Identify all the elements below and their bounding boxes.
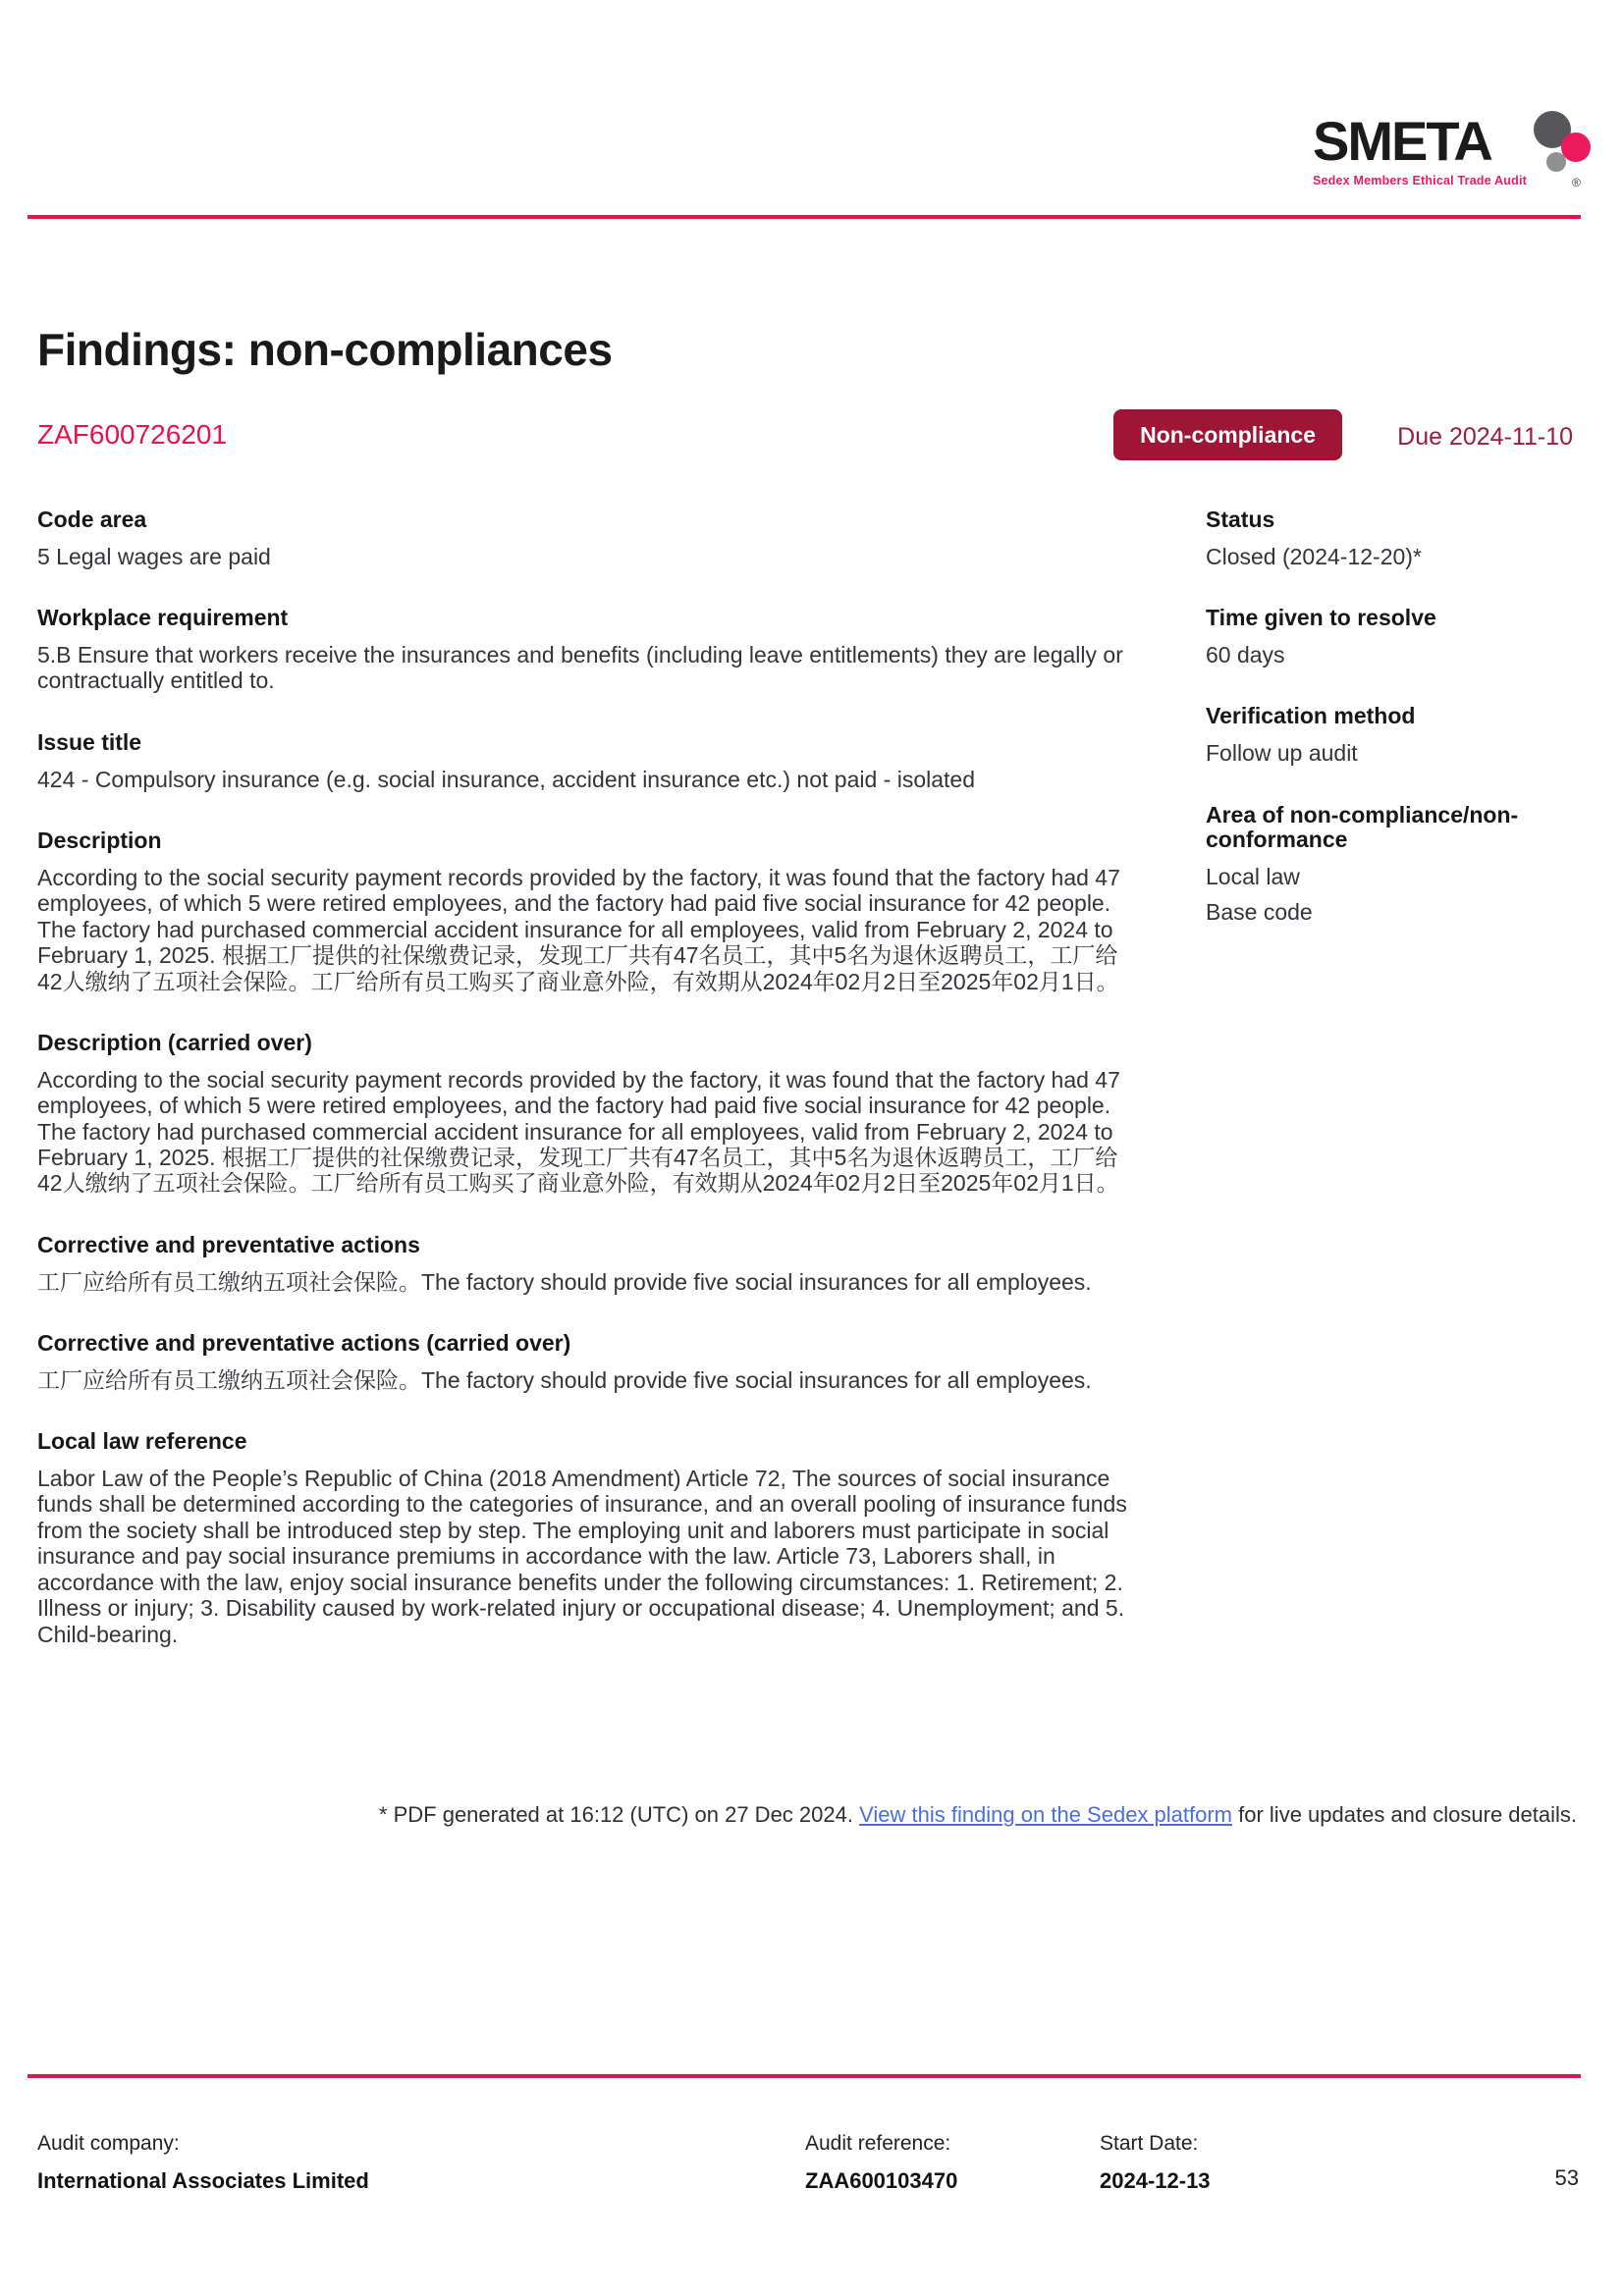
footer-value: ZAA600103470 (805, 2168, 958, 2193)
section-label: Description (37, 828, 162, 853)
section-label: Code area (37, 507, 147, 532)
section-label: Time given to resolve (1206, 605, 1436, 631)
verification-method-value: Follow up audit (1206, 740, 1358, 767)
section-label: Status (1206, 507, 1275, 532)
footer-label: Audit company: (37, 2132, 180, 2155)
section-code-area (37, 507, 1137, 569)
status-value: Closed (2024-12-20)* (1206, 543, 1422, 569)
section-label: Workplace requirement (37, 605, 289, 631)
section-issue-title (37, 730, 1137, 792)
finding-meta-column (1206, 507, 1585, 961)
footer-label: Start Date: (1100, 2132, 1199, 2155)
section-value: According to the social security payment records provided by the factory, it was found that the factory had 47 employees, of which 5 were retired employees, and the factory had paid five social insurance for 42 people. The factory had purchased commercial accident insurance for all employees, valid from February 2, 2024 to February 1, 2025. 根据工厂提供的社保缴费记录，发现工厂共有47名员工，其中5名为退休返聘员工，工厂给42人缴纳了五项社会保险。工厂给所有员工购买了商业意外险，有效期从2024年02月2日至2025年02月1日。 (37, 864, 1120, 994)
footer-value: International Associates Limited (37, 2168, 369, 2193)
time-to-resolve-value: 60 days (1206, 641, 1285, 667)
section-value: 工厂应给所有员工缴纳五项社会保险。The factory should provide five social insurances for all employees. (37, 1366, 1092, 1393)
section-verification-method (1206, 704, 1585, 766)
smeta-logo (1313, 106, 1596, 196)
smeta-circles-icon (1529, 106, 1596, 196)
footer-audit-company (37, 2132, 369, 2194)
section-value: 5.B Ensure that workers receive the insurances and benefits (including leave entitlements) they are legally or contractually entitled to. (37, 641, 1123, 694)
page-number: 53 (1554, 2165, 1579, 2190)
page-title: Findings: non-compliances (37, 323, 613, 375)
section-label: Corrective and preventative actions (37, 1231, 420, 1257)
pdf-generated-note (37, 1802, 1577, 1828)
section-area-of-non-compliance (1206, 803, 1585, 925)
due-date: Due 2024-11-10 (1397, 423, 1573, 451)
sedex-platform-link[interactable]: View this finding on the Sedex platform (859, 1802, 1233, 1827)
footer-audit-reference (805, 2132, 957, 2194)
top-divider (27, 215, 1581, 219)
section-status (1206, 507, 1585, 569)
section-value: 424 - Compulsory insurance (e.g. social insurance, accident insurance etc.) not paid - isolated (37, 766, 975, 792)
footer-divider (27, 2074, 1581, 2078)
non-compliance-badge: Non-compliance (1113, 409, 1342, 460)
section-label: Corrective and preventative actions (carried over) (37, 1330, 571, 1357)
smeta-wordmark: SMETA (1312, 110, 1491, 172)
section-label: Verification method (1206, 703, 1416, 729)
footer-start-date (1100, 2132, 1211, 2194)
section-label: Description (carried over) (37, 1029, 312, 1055)
section-value: 工厂应给所有员工缴纳五项社会保险。The factory should provide five social insurances for all employees. (37, 1268, 1092, 1295)
footer-label: Audit reference: (805, 2132, 951, 2155)
section-corrective-actions-carried-over (37, 1331, 1137, 1393)
registered-mark: ® (1572, 176, 1581, 189)
section-corrective-actions (37, 1233, 1137, 1295)
section-label: Issue title (37, 728, 142, 755)
section-local-law-reference (37, 1429, 1137, 1647)
area-value: Local law (1206, 864, 1300, 890)
finding-details-column (37, 507, 1137, 1683)
smeta-tagline: Sedex Members Ethical Trade Audit (1312, 174, 1527, 187)
section-label: Area of non-compliance/non-conformance (1206, 801, 1519, 853)
note-prefix: * PDF generated at 16:12 (UTC) on 27 Dec 2024. (378, 1802, 860, 1827)
finding-id: ZAF600726201 (37, 419, 228, 450)
section-value: According to the social security payment records provided by the factory, it was found that the factory had 47 employees, of which 5 were retired employees, and the factory had paid five social insurance for 42 people. The factory had purchased commercial accident insurance for all employees, valid from February 2, 2024 to February 1, 2025. 根据工厂提供的社保缴费记录，发现工厂共有47名员工，其中5名为退休返聘员工，工厂给42人缴纳了五项社会保险。工厂给所有员工购买了商业意外险，有效期从2024年02月2日至2025年02月1日。 (37, 1066, 1120, 1197)
note-suffix: for live updates and closure details. (1232, 1802, 1577, 1827)
area-value: Base code (1206, 898, 1313, 925)
section-workplace-requirement (37, 606, 1137, 694)
section-label: Local law reference (37, 1428, 247, 1455)
section-description (37, 828, 1137, 994)
section-value: Labor Law of the People’s Republic of China (2018 Amendment) Article 72, The sources of social insurance funds shall be determined according to the categories of insurance, and an overall pooling of insurance funds from the society shall be introduced step by step. The employing unit and laborers must participate in social insurance and pay social insurance premiums in accordance with the law. Article 73, Laborers shall, in accordance with the law, enjoy social insurance benefits under the following circumstances: 1. Retirement; 2. Illness or injury; 3. Disability caused by work-related injury or occupational disease; 4. Unemployment; and 5. Child-bearing. (37, 1466, 1127, 1647)
section-value: 5 Legal wages are paid (37, 543, 271, 569)
section-time-given-to-resolve (1206, 606, 1585, 667)
finding-header-row (37, 409, 1581, 462)
section-description-carried-over (37, 1031, 1137, 1197)
footer-value: 2024-12-13 (1100, 2168, 1211, 2193)
